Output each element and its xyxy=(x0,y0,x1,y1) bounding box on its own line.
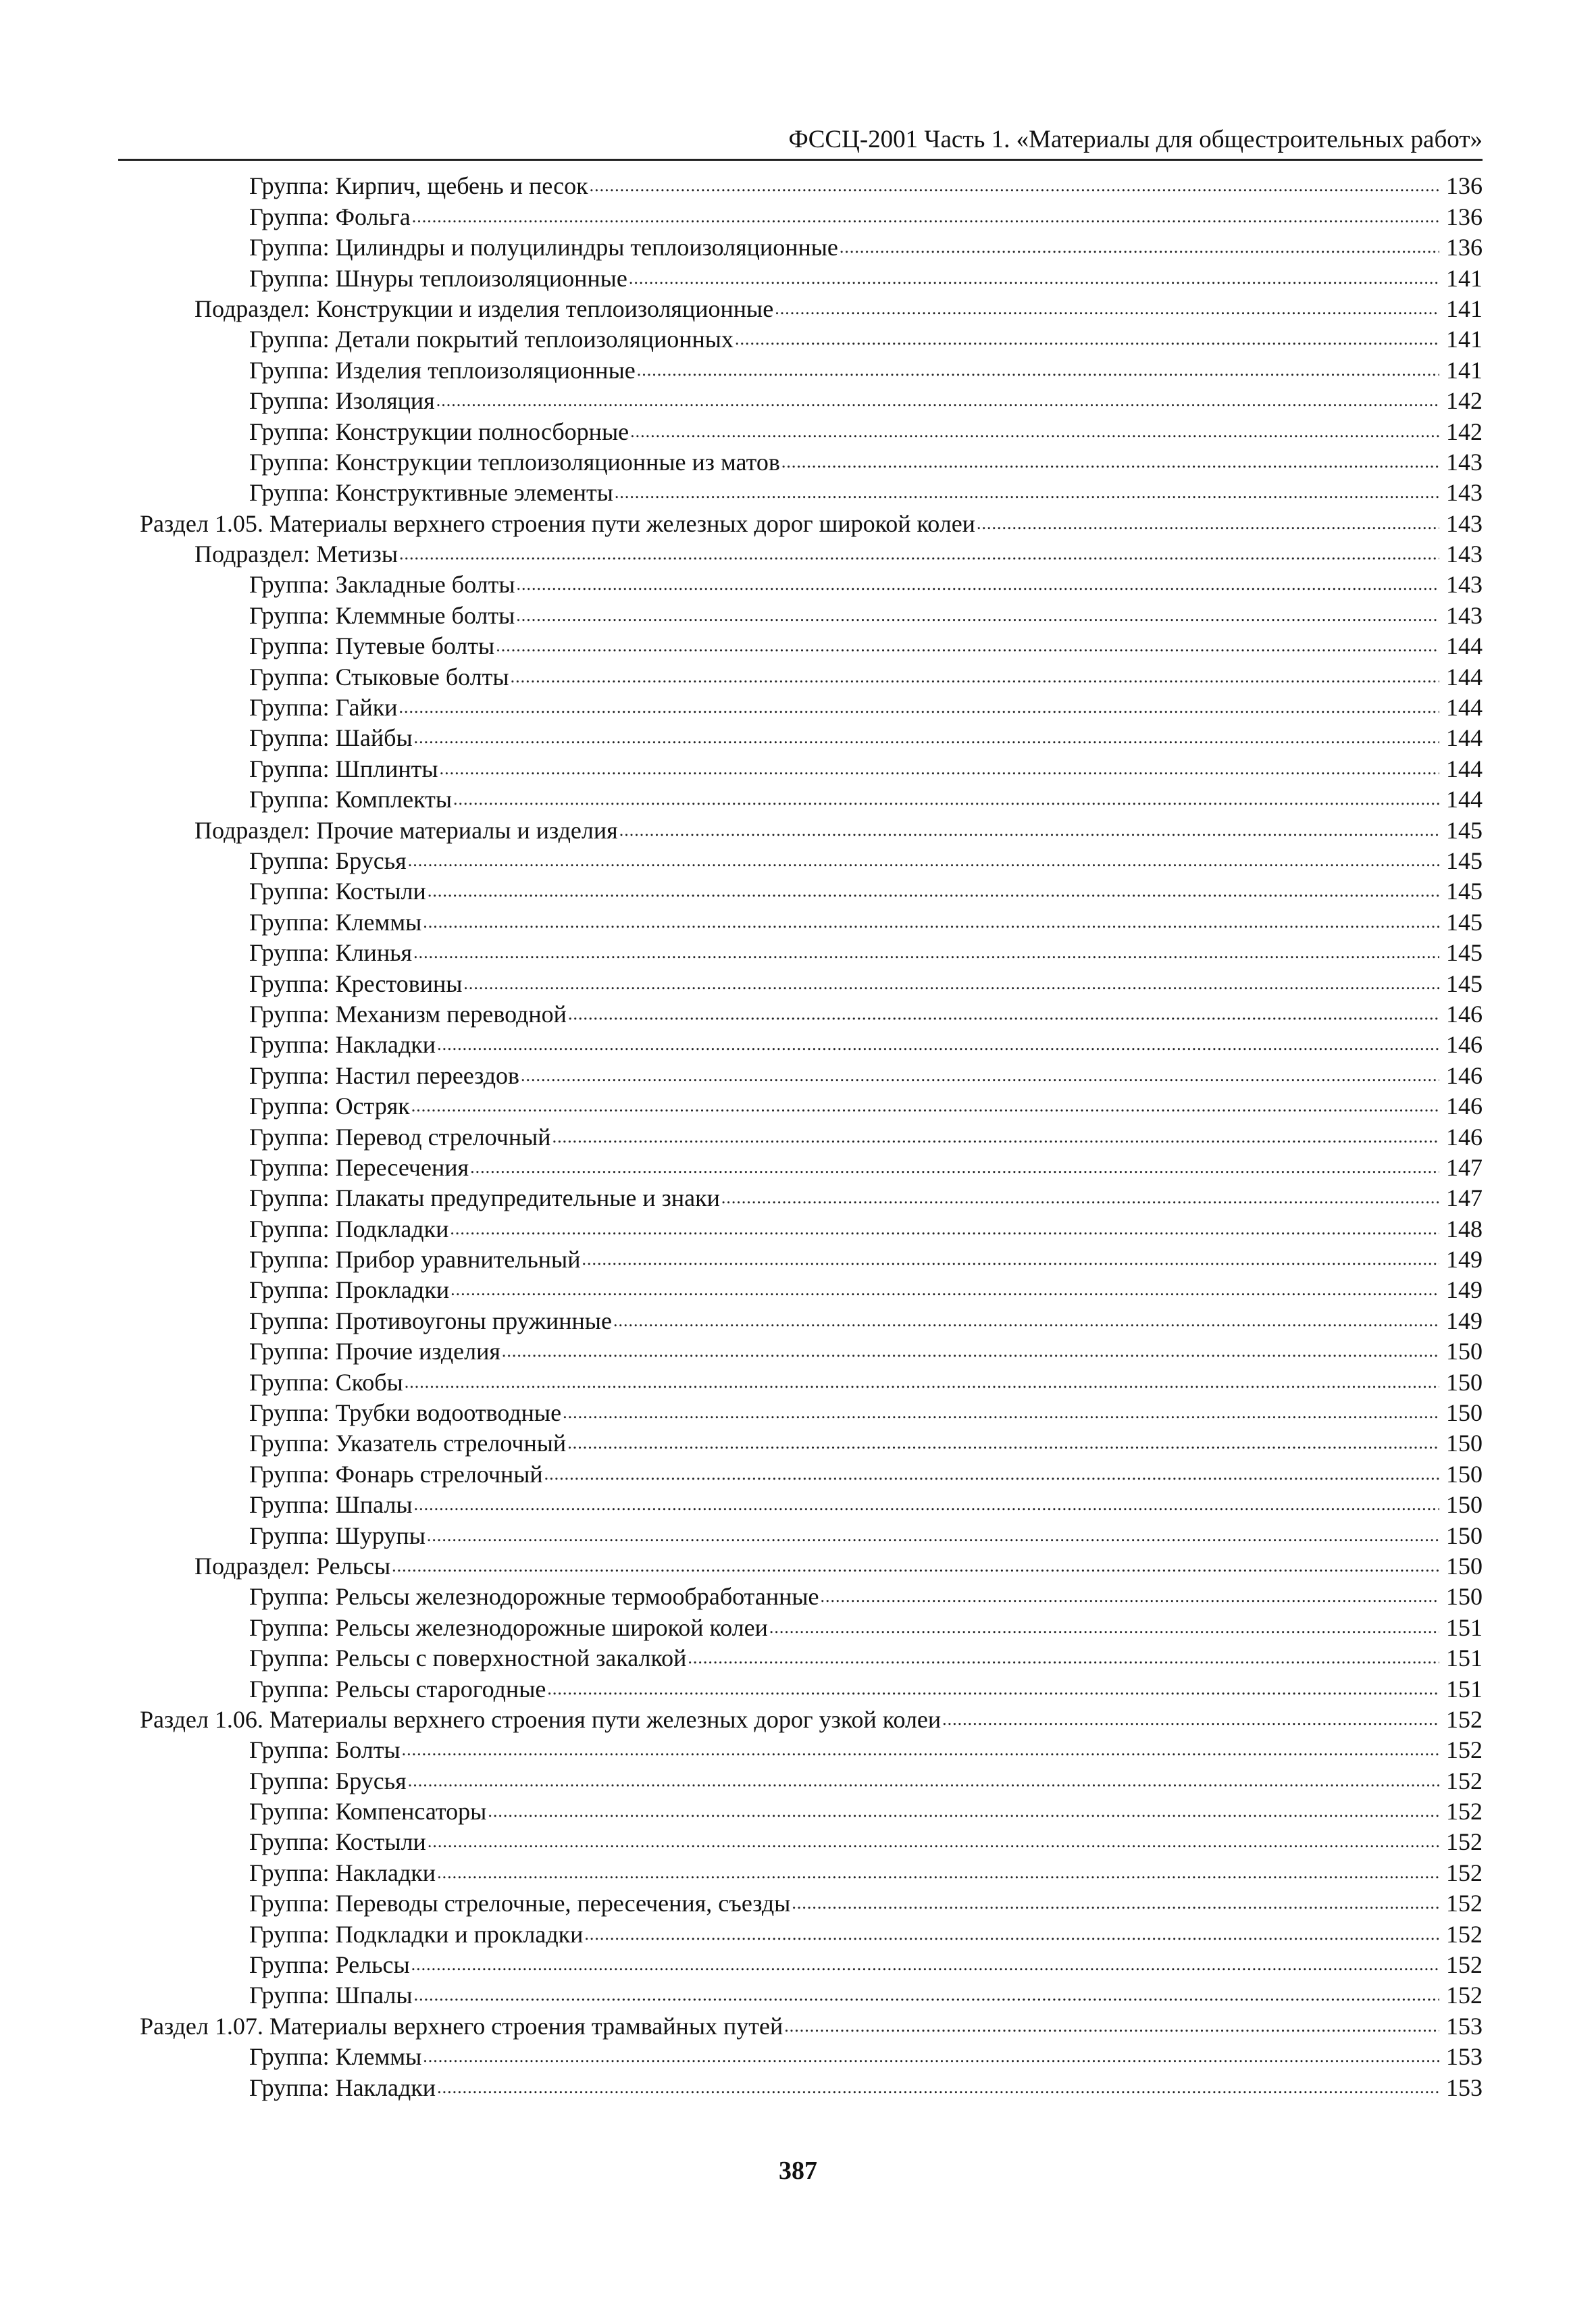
toc-entry xyxy=(0,2010,1596,2040)
dot-leader xyxy=(437,1032,1439,1057)
dot-leader xyxy=(428,879,1439,903)
toc-entry-page-number: 136 xyxy=(1446,234,1483,261)
dot-leader xyxy=(567,1431,1439,1455)
toc-entry-page-number: 143 xyxy=(1446,509,1483,537)
dot-leader xyxy=(840,235,1439,259)
dot-leader xyxy=(630,420,1439,444)
toc-entry xyxy=(0,784,1596,814)
dot-leader xyxy=(792,1891,1439,1915)
toc-entry-page-number: 141 xyxy=(1446,295,1483,322)
toc-entry-label: Группа: Настил переездов xyxy=(249,1061,520,1089)
toc-entry xyxy=(0,999,1596,1029)
toc-entry-label: Группа: Остряк xyxy=(249,1092,410,1120)
dot-leader xyxy=(517,572,1439,597)
dot-leader xyxy=(637,358,1439,382)
toc-entry-page-number: 152 xyxy=(1446,1828,1483,1856)
toc-entry xyxy=(0,1796,1596,1826)
dot-leader xyxy=(516,603,1439,628)
toc-entry xyxy=(0,1551,1596,1581)
dot-leader xyxy=(502,1339,1439,1363)
toc-entry-page-number: 136 xyxy=(1446,172,1483,200)
toc-entry-label: Группа: Комплекты xyxy=(249,786,453,813)
toc-entry-label: Группа: Клеммы xyxy=(249,2043,422,2071)
toc-entry-page-number: 152 xyxy=(1446,1920,1483,1948)
toc-entry-label: Подраздел: Метизы xyxy=(195,540,398,568)
dot-leader xyxy=(411,1094,1439,1118)
toc-entry-page-number: 152 xyxy=(1446,1767,1483,1794)
toc-entry-page-number: 150 xyxy=(1446,1583,1483,1611)
toc-entry-label: Группа: Подкладки xyxy=(249,1215,449,1242)
toc-entry xyxy=(0,1519,1596,1550)
toc-entry-label: Группа: Гайки xyxy=(249,694,398,722)
toc-entry-page-number: 150 xyxy=(1446,1430,1483,1457)
toc-entry xyxy=(0,1734,1596,1765)
header-rule xyxy=(118,159,1483,161)
toc-entry-label: Группа: Клинья xyxy=(249,939,413,967)
toc-entry-label: Группа: Изоляция xyxy=(249,387,435,415)
dot-leader xyxy=(405,1370,1439,1394)
toc-entry-label: Группа: Компенсаторы xyxy=(249,1798,487,1826)
toc-entry-label: Группа: Прочие изделия xyxy=(249,1338,500,1365)
toc-entry xyxy=(0,1642,1596,1673)
toc-entry-label: Группа: Костыли xyxy=(249,878,426,905)
dot-leader xyxy=(440,757,1439,781)
toc-entry xyxy=(0,1673,1596,1703)
dot-leader xyxy=(437,1861,1439,1885)
toc-entry-label: Группа: Крестовины xyxy=(249,970,463,997)
dot-leader xyxy=(437,2076,1439,2100)
toc-entry xyxy=(0,753,1596,783)
toc-entry-label: Группа: Рельсы с поверхностной закалкой xyxy=(249,1644,687,1672)
toc-entry-label: Группа: Клеммы xyxy=(249,908,422,936)
toc-entry-page-number: 136 xyxy=(1446,203,1483,230)
toc-entry xyxy=(0,2041,1596,2071)
dot-leader xyxy=(453,787,1439,811)
dot-leader xyxy=(613,1309,1439,1333)
dot-leader xyxy=(568,1002,1439,1026)
toc-entry-label: Группа: Детали покрытий теплоизоляционных xyxy=(249,326,733,353)
dot-leader xyxy=(547,1677,1439,1701)
toc-entry xyxy=(0,416,1596,446)
toc-entry xyxy=(0,1274,1596,1305)
dot-leader xyxy=(402,1738,1439,1762)
toc-entry xyxy=(0,1489,1596,1519)
toc-entry-page-number: 150 xyxy=(1446,1491,1483,1519)
toc-entry xyxy=(0,569,1596,599)
toc-entry-page-number: 144 xyxy=(1446,755,1483,782)
toc-entry-label: Группа: Костыли xyxy=(249,1828,426,1856)
toc-entry-page-number: 144 xyxy=(1446,694,1483,722)
toc-entry-label: Группа: Конструктивные элементы xyxy=(249,479,613,507)
toc-entry xyxy=(0,1182,1596,1213)
toc-entry-label: Группа: Шурупы xyxy=(249,1521,426,1549)
dot-leader xyxy=(399,695,1440,720)
toc-entry-page-number: 143 xyxy=(1446,601,1483,629)
dot-leader xyxy=(769,1615,1439,1640)
toc-entry-page-number: 142 xyxy=(1446,387,1483,415)
dot-leader xyxy=(775,297,1439,321)
toc-entry xyxy=(0,599,1596,630)
toc-entry-page-number: 151 xyxy=(1446,1613,1483,1641)
toc-entry-label: Группа: Конструкции полносборные xyxy=(249,418,629,445)
toc-entry-label: Подраздел: Рельсы xyxy=(195,1552,391,1580)
toc-entry xyxy=(0,1980,1596,2010)
toc-entry-label: Группа: Шплинты xyxy=(249,755,438,782)
toc-entry xyxy=(0,1918,1596,1948)
toc-entry xyxy=(0,1397,1596,1428)
toc-entry-page-number: 153 xyxy=(1446,2073,1483,2101)
dot-leader xyxy=(413,940,1439,965)
toc-entry-page-number: 151 xyxy=(1446,1644,1483,1672)
dot-leader xyxy=(511,665,1439,689)
dot-leader xyxy=(615,480,1439,505)
toc-entry-page-number: 151 xyxy=(1446,1675,1483,1703)
toc-entry-label: Группа: Скобы xyxy=(249,1368,403,1396)
toc-entry-label: Группа: Клеммные болты xyxy=(249,601,515,629)
page-number: 387 xyxy=(779,2157,817,2185)
toc-entry-label: Группа: Брусья xyxy=(249,1767,407,1794)
toc-entry xyxy=(0,2071,1596,2102)
dot-leader xyxy=(436,388,1439,413)
toc-entry-page-number: 153 xyxy=(1446,2043,1483,2071)
toc-entry-page-number: 147 xyxy=(1446,1184,1483,1212)
dot-leader xyxy=(463,972,1439,996)
toc-entry xyxy=(0,661,1596,691)
toc-entry-page-number: 145 xyxy=(1446,970,1483,997)
dot-leader xyxy=(411,1953,1439,1977)
toc-entry xyxy=(0,1826,1596,1857)
toc-entry xyxy=(0,1888,1596,1918)
toc-entry-page-number: 145 xyxy=(1446,939,1483,967)
dot-leader xyxy=(688,1646,1439,1670)
toc-entry-page-number: 143 xyxy=(1446,448,1483,476)
toc-entry-page-number: 152 xyxy=(1446,1890,1483,1917)
toc-entry-label: Группа: Подкладки и прокладки xyxy=(249,1920,584,1948)
toc-entry-label: Группа: Накладки xyxy=(249,1859,436,1886)
dot-leader xyxy=(629,266,1439,291)
toc-entry-page-number: 150 xyxy=(1446,1338,1483,1365)
toc-entry xyxy=(0,507,1596,538)
toc-entry-page-number: 145 xyxy=(1446,878,1483,905)
toc-entry-label: Группа: Шпалы xyxy=(249,1982,413,2009)
dot-leader xyxy=(781,450,1439,474)
dot-leader xyxy=(582,1247,1439,1272)
dot-leader xyxy=(590,174,1439,198)
dot-leader xyxy=(735,327,1439,351)
toc-entry-page-number: 145 xyxy=(1446,908,1483,936)
toc-entry-label: Группа: Цилиндры и полуцилиндры теплоизоляционные xyxy=(249,234,838,261)
toc-entry-page-number: 149 xyxy=(1446,1276,1483,1304)
toc-entry-label: Группа: Рельсы xyxy=(249,1951,410,1979)
toc-entry-label: Группа: Указатель стрелочный xyxy=(249,1430,567,1457)
toc-entry-page-number: 150 xyxy=(1446,1399,1483,1427)
dot-leader xyxy=(521,1063,1439,1088)
toc-entry xyxy=(0,967,1596,998)
toc-entry xyxy=(0,324,1596,354)
toc-entry xyxy=(0,1090,1596,1121)
toc-entry-label: Группа: Стыковые болты xyxy=(249,663,509,690)
toc-entry-label: Раздел 1.07. Материалы верхнего строения трамвайных путей xyxy=(140,2012,783,2040)
toc-entry xyxy=(0,354,1596,384)
toc-entry xyxy=(0,447,1596,477)
toc-entry-label: Группа: Механизм переводной xyxy=(249,1000,567,1028)
toc-entry xyxy=(0,1428,1596,1458)
toc-entry xyxy=(0,1213,1596,1243)
toc-entry-page-number: 141 xyxy=(1446,326,1483,353)
toc-entry-label: Группа: Путевые болты xyxy=(249,632,495,660)
toc-entry-page-number: 150 xyxy=(1446,1552,1483,1580)
toc-entry-page-number: 143 xyxy=(1446,540,1483,568)
toc-entry xyxy=(0,1458,1596,1488)
toc-entry-label: Группа: Болты xyxy=(249,1736,401,1764)
toc-entry-label: Группа: Шайбы xyxy=(249,724,413,752)
toc-entry-page-number: 150 xyxy=(1446,1521,1483,1549)
toc-entry xyxy=(0,1305,1596,1335)
dot-leader xyxy=(414,1983,1439,2007)
toc-entry-label: Группа: Изделия теплоизоляционные xyxy=(249,356,636,384)
toc-entry xyxy=(0,814,1596,845)
toc-entry xyxy=(0,1581,1596,1611)
dot-leader xyxy=(423,2044,1439,2069)
toc-entry-page-number: 143 xyxy=(1446,571,1483,599)
toc-entry-label: Группа: Накладки xyxy=(249,1031,436,1059)
toc-entry-page-number: 152 xyxy=(1446,1798,1483,1826)
toc-entry-label: Раздел 1.05. Материалы верхнего строения пути железных дорог широкой колеи xyxy=(140,509,975,537)
dot-leader xyxy=(414,726,1439,750)
toc-entry-page-number: 150 xyxy=(1446,1460,1483,1488)
toc-entry-label: Группа: Кирпич, щебень и песок xyxy=(249,172,588,200)
toc-entry-page-number: 146 xyxy=(1446,1123,1483,1151)
dot-leader xyxy=(428,1830,1439,1854)
toc-entry xyxy=(0,906,1596,936)
toc-entry xyxy=(0,538,1596,569)
toc-entry-page-number: 141 xyxy=(1446,356,1483,384)
toc-entry-label: Группа: Фольга xyxy=(249,203,411,230)
toc-entry-label: Группа: Переводы стрелочные, пересечения, съезды xyxy=(249,1890,791,1917)
toc-entry xyxy=(0,692,1596,722)
toc-entry xyxy=(0,1059,1596,1090)
toc-entry xyxy=(0,876,1596,906)
toc-entry xyxy=(0,1121,1596,1151)
toc-entry-page-number: 152 xyxy=(1446,1859,1483,1886)
toc-entry xyxy=(0,845,1596,876)
dot-leader xyxy=(821,1584,1439,1609)
dot-leader xyxy=(399,542,1439,566)
running-header: ФССЦ-2001 Часть 1. «Материалы для общестроительных работ» xyxy=(788,126,1483,153)
dot-leader xyxy=(423,910,1439,934)
dot-leader xyxy=(488,1799,1439,1823)
toc-entry-label: Группа: Прибор уравнительный xyxy=(249,1246,581,1274)
dot-leader xyxy=(408,1769,1439,1793)
toc-entry xyxy=(0,1029,1596,1059)
dot-leader xyxy=(470,1155,1439,1180)
dot-leader xyxy=(427,1524,1439,1548)
toc-entry-page-number: 145 xyxy=(1446,816,1483,844)
toc-entry-label: Группа: Противоугоны пружинные xyxy=(249,1307,612,1334)
toc-entry-label: Группа: Плакаты предупредительные и знаки xyxy=(249,1184,720,1212)
toc-entry xyxy=(0,170,1596,201)
dot-leader xyxy=(408,849,1439,873)
toc-entry-page-number: 146 xyxy=(1446,1000,1483,1028)
toc-entry-page-number: 152 xyxy=(1446,1982,1483,2009)
toc-entry-label: Подраздел: Прочие материалы и изделия xyxy=(195,816,618,844)
toc-entry-page-number: 144 xyxy=(1446,632,1483,660)
toc-entry-label: Группа: Рельсы старогодные xyxy=(249,1675,546,1703)
toc-entry-label: Группа: Рельсы железнодорожные термообработанные xyxy=(249,1583,819,1611)
toc-entry xyxy=(0,477,1596,507)
toc-entry xyxy=(0,722,1596,753)
toc-entry-page-number: 153 xyxy=(1446,2012,1483,2040)
toc-entry xyxy=(0,630,1596,661)
toc-entry xyxy=(0,1336,1596,1366)
toc-entry xyxy=(0,1949,1596,1980)
toc-entry xyxy=(0,232,1596,262)
toc-entry xyxy=(0,1611,1596,1642)
dot-leader xyxy=(563,1401,1439,1425)
dot-leader xyxy=(392,1554,1439,1578)
toc-entry xyxy=(0,1704,1596,1734)
toc-entry-page-number: 143 xyxy=(1446,479,1483,507)
toc-entry-page-number: 149 xyxy=(1446,1307,1483,1334)
dot-leader xyxy=(412,205,1439,229)
toc-entry-page-number: 147 xyxy=(1446,1153,1483,1181)
toc-entry-label: Раздел 1.06. Материалы верхнего строения пути железных дорог узкой колеи xyxy=(140,1705,942,1733)
toc-entry-label: Группа: Конструкции теплоизоляционные из матов xyxy=(249,448,780,476)
toc-entry-page-number: 146 xyxy=(1446,1031,1483,1059)
toc-entry-label: Группа: Трубки водоотводные xyxy=(249,1399,562,1427)
toc-entry-page-number: 152 xyxy=(1446,1951,1483,1979)
dot-leader xyxy=(784,2014,1439,2038)
toc-entry xyxy=(0,201,1596,231)
toc-entry-page-number: 144 xyxy=(1446,724,1483,752)
toc-entry-label: Группа: Закладные болты xyxy=(249,571,515,599)
toc-entry xyxy=(0,1765,1596,1795)
toc-entry-page-number: 149 xyxy=(1446,1246,1483,1274)
dot-leader xyxy=(544,1462,1439,1486)
toc-entry-page-number: 146 xyxy=(1446,1061,1483,1089)
dot-leader xyxy=(451,1278,1439,1302)
toc-entry-page-number: 145 xyxy=(1446,847,1483,874)
toc-entry xyxy=(0,1244,1596,1274)
toc-entry-label: Группа: Шпалы xyxy=(249,1491,413,1519)
dot-leader xyxy=(584,1922,1439,1946)
dot-leader xyxy=(942,1707,1439,1732)
toc-entry xyxy=(0,262,1596,293)
toc-entry-label: Подраздел: Конструкции и изделия теплоизоляционные xyxy=(195,295,774,322)
toc-entry-label: Группа: Накладки xyxy=(249,2073,436,2101)
toc-entry-label: Группа: Перевод стрелочный xyxy=(249,1123,551,1151)
dot-leader xyxy=(977,511,1439,536)
toc-entry xyxy=(0,293,1596,324)
toc-entry xyxy=(0,937,1596,967)
toc-entry-label: Группа: Брусья xyxy=(249,847,407,874)
toc-entry xyxy=(0,1152,1596,1182)
dot-leader xyxy=(450,1217,1439,1241)
dot-leader xyxy=(414,1492,1439,1517)
toc-entry-page-number: 146 xyxy=(1446,1092,1483,1120)
dot-leader xyxy=(619,818,1439,842)
toc-entry-page-number: 150 xyxy=(1446,1368,1483,1396)
toc-entry xyxy=(0,1857,1596,1887)
toc-entry-page-number: 144 xyxy=(1446,663,1483,690)
toc-entry-page-number: 144 xyxy=(1446,786,1483,813)
toc-entry-label: Группа: Прокладки xyxy=(249,1276,450,1304)
toc-entry-page-number: 148 xyxy=(1446,1215,1483,1242)
toc-entry-page-number: 141 xyxy=(1446,264,1483,292)
dot-leader xyxy=(552,1125,1439,1149)
table-of-contents xyxy=(0,170,1596,2103)
toc-entry-page-number: 152 xyxy=(1446,1705,1483,1733)
toc-entry xyxy=(0,1366,1596,1397)
toc-entry-label: Группа: Фонарь стрелочный xyxy=(249,1460,543,1488)
dot-leader xyxy=(721,1186,1439,1210)
toc-entry xyxy=(0,385,1596,416)
toc-entry-label: Группа: Шнуры теплоизоляционные xyxy=(249,264,627,292)
dot-leader xyxy=(496,634,1439,658)
toc-entry-page-number: 142 xyxy=(1446,418,1483,445)
toc-entry-page-number: 152 xyxy=(1446,1736,1483,1764)
toc-entry-label: Группа: Рельсы железнодорожные широкой колеи xyxy=(249,1613,768,1641)
toc-entry-label: Группа: Пересечения xyxy=(249,1153,469,1181)
